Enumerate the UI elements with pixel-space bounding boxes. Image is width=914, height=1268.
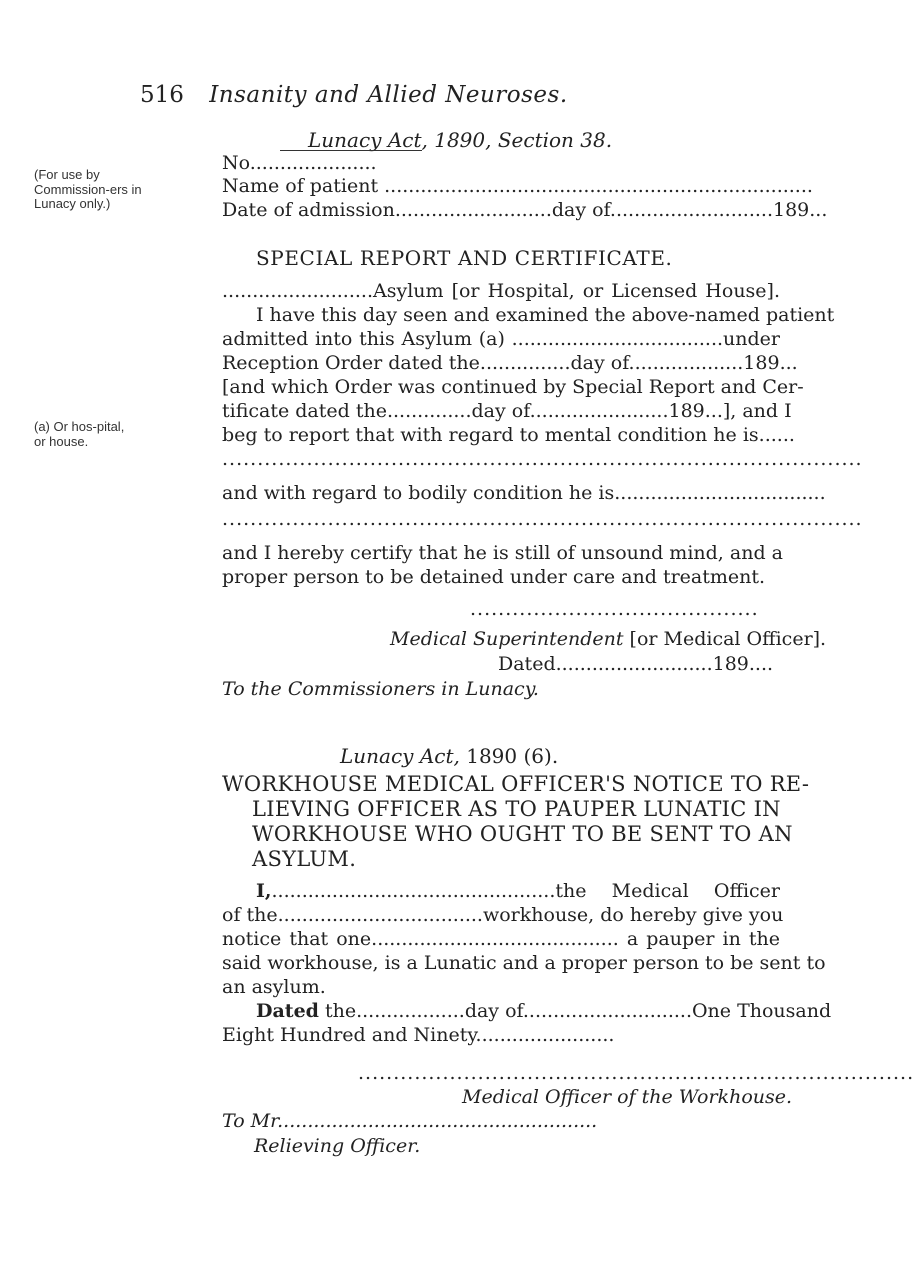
notice-line-5: an asylum. bbox=[222, 976, 326, 998]
report-line-2: I have this day seen and examined the above-named patient bbox=[256, 304, 835, 326]
notice-line-1-rest: ...............................................the Medical Officer bbox=[271, 880, 780, 902]
number-underline bbox=[280, 150, 422, 151]
dated-line: Dated..........................189.... bbox=[498, 653, 774, 675]
margin-note-a: (a) Or hos-pital, or house. bbox=[34, 419, 125, 449]
report-line-5: [and which Order was continued by Special Report and Cer- bbox=[222, 376, 804, 398]
report-line-9: and I hereby certify that he is still of unsound mind, and a bbox=[222, 542, 783, 564]
report-line-3: admitted into this Asylum (a) ...................................under bbox=[222, 328, 780, 350]
notice-line-3: notice that one......................................... a pauper in the bbox=[222, 928, 780, 950]
notice-line-7: Eight Hundred and Ninety....................... bbox=[222, 1024, 615, 1046]
special-report-title: SPECIAL REPORT AND CERTIFICATE. bbox=[256, 246, 673, 270]
mental-condition-blank: ........................................................................................... bbox=[222, 448, 863, 470]
signature-role: Medical Superintendent bbox=[390, 628, 624, 650]
admission-date-line: Date of admission..........................day of...........................189... bbox=[222, 199, 828, 221]
bodily-condition-blank: ........................................................................................... bbox=[222, 508, 863, 530]
notice-title-1: WORKHOUSE MEDICAL OFFICER'S NOTICE TO RE- bbox=[222, 772, 810, 796]
page-header bbox=[140, 82, 568, 108]
addressee: To the Commissioners in Lunacy. bbox=[222, 678, 539, 700]
number-line: No..................... bbox=[222, 152, 377, 174]
report-line-4: Reception Order dated the...............day of...................189... bbox=[222, 352, 798, 374]
notice-line-2: of the..................................workhouse, do hereby give you bbox=[222, 904, 784, 926]
notice-line-1-initial: I, bbox=[256, 880, 272, 902]
relieving-officer: Relieving Officer. bbox=[254, 1135, 421, 1157]
report-line-6: tificate dated the..............day of.......................189...], and I bbox=[222, 400, 792, 422]
page-number: 516 bbox=[140, 82, 184, 108]
notice-addressee bbox=[222, 1110, 597, 1134]
report-line-8: and with regard to bodily condition he is................................... bbox=[222, 482, 826, 504]
notice-line-6 bbox=[256, 1000, 832, 1022]
running-title: Insanity and Allied Neuroses. bbox=[209, 82, 568, 108]
form2-heading-year: 1890 (6). bbox=[466, 744, 559, 768]
signature-role-line bbox=[390, 628, 826, 652]
notice-title-3: WORKHOUSE WHO OUGHT TO BE SENT TO AN bbox=[252, 822, 793, 846]
notice-signature-blank: ............................................................................... bbox=[358, 1062, 914, 1084]
dated-gothic: Dated bbox=[256, 1000, 319, 1022]
signature-blank: ......................................... bbox=[470, 598, 759, 620]
patient-name-line: Name of patient ....................................................................... bbox=[222, 175, 813, 197]
report-line-7: beg to report that with regard to mental condition he is...... bbox=[222, 424, 795, 446]
notice-addressee-text: To Mr..................................................... bbox=[222, 1110, 598, 1132]
form1-heading: Lunacy Act, 1890, Section 38. bbox=[308, 128, 613, 152]
report-line-10: proper person to be detained under care and treatment. bbox=[222, 566, 766, 588]
form2-heading-act: Lunacy Act, bbox=[340, 744, 460, 768]
margin-note-commissioners: (For use by Commission-ers in Lunacy only.) bbox=[34, 167, 142, 211]
signature-alt: [or Medical Officer]. bbox=[629, 628, 827, 650]
notice-line-4: said workhouse, is a Lunatic and a proper person to be sent to bbox=[222, 952, 826, 974]
report-line-1: .........................Asylum [or Hospital, or Licensed House]. bbox=[222, 280, 780, 302]
notice-line-6-rest: the..................day of............................One Thousand bbox=[324, 1000, 832, 1022]
notice-title-2: LIEVING OFFICER AS TO PAUPER LUNATIC IN bbox=[252, 797, 781, 821]
notice-signature-role: Medical Officer of the Workhouse. bbox=[462, 1086, 793, 1108]
notice-line-1 bbox=[256, 880, 780, 902]
notice-title-4: ASYLUM. bbox=[252, 847, 357, 871]
form2-heading bbox=[340, 744, 558, 768]
